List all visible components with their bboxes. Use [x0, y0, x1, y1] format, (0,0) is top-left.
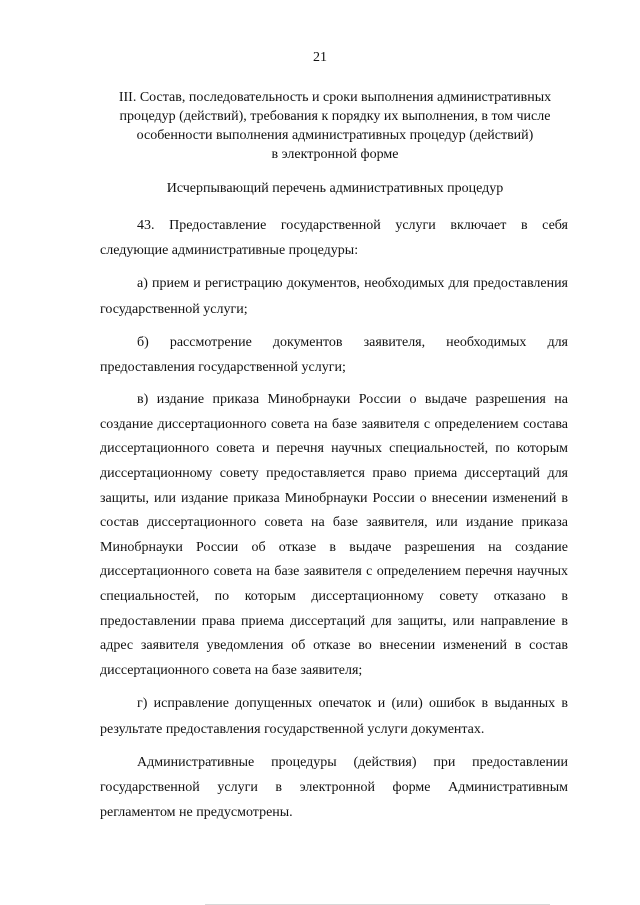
- document-body: [100, 213, 568, 825]
- paragraph-43-intro: 43. Предоставление государственной услуги включает в себя следующие административные процедуры:: [100, 218, 568, 259]
- list-item-g: г) исправление допущенных опечаток и (или) ошибок в выданных в результате предоставления государственной услуги документах.: [100, 696, 568, 737]
- list-item-v: в) издание приказа Минобрнауки России о выдаче разрешения на создание диссертационного совета на базе заявителя с определением состава диссертационного совета и перечня научных специальностей, по которым диссертационному совету предоставляется право приема диссертаций для защиты, или издание приказа Минобрнауки России о внесении изменений в состав диссертационного совета на базе заявителя, или издание приказа Минобрнауки России об отказе в выдаче разрешения на создание диссертационного совета на базе заявителя с определением перечня научных специальностей, по которым диссертационному совету отказано в предоставлении права приема диссертаций для защиты, или направление в адрес заявителя уведомления об отказе во внесении изменений в состав диссертационного совета на базе заявителя;: [100, 392, 568, 678]
- section-title-line: в электронной форме: [271, 147, 399, 162]
- page-number: 21: [313, 50, 327, 65]
- list-item-a: а) прием и регистрацию документов, необходимых для предоставления государственной услуги;: [100, 276, 568, 317]
- subsection-title: Исчерпывающий перечень административных процедур: [166, 181, 504, 196]
- list-item-b: б) рассмотрение документов заявителя, необходимых для предоставления государственной услуги;: [100, 334, 568, 376]
- section-title-line: особенности выполнения административных процедур (действий): [136, 128, 534, 143]
- closing-paragraph: Административные процедуры (действия) при предоставлении государственной услуги в электронной форме Административным регламентом не предусмотрены.: [100, 754, 568, 821]
- section-title: [100, 88, 570, 164]
- section-title-line: процедур (действий), требования к порядку их выполнения, в том числе: [119, 109, 551, 124]
- section-title-line: III. Состав, последовательность и сроки выполнения административных: [118, 90, 552, 105]
